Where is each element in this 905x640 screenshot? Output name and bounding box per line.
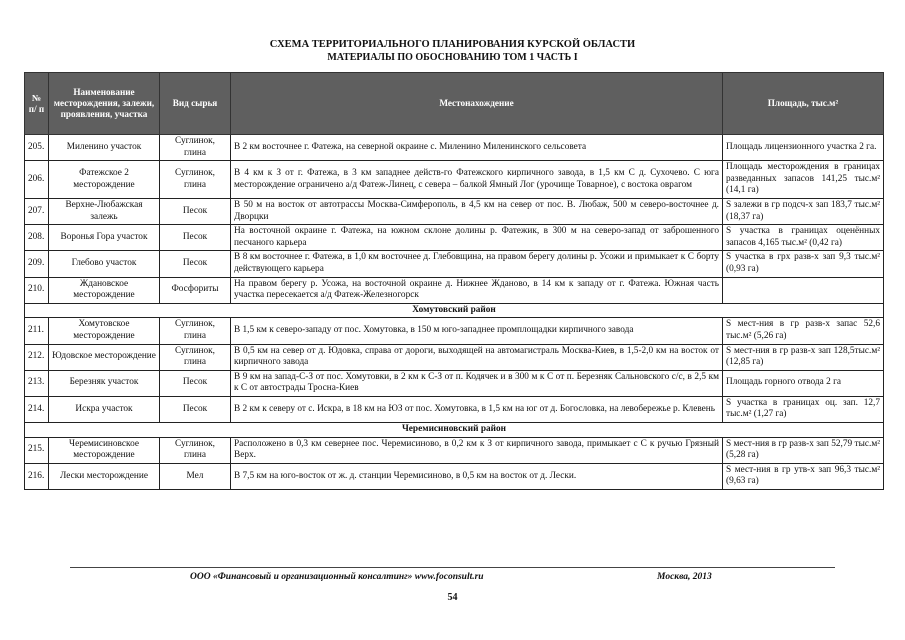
cell-name: Фатежское 2 месторождение — [49, 161, 160, 199]
deposits-table — [24, 72, 884, 490]
cell-area: S мест-ния в гр утв-х зап 96,3 тыс.м² (9,63 га) — [723, 463, 884, 489]
cell-num: 213. — [25, 370, 49, 396]
table-row — [25, 251, 884, 277]
cell-num: 215. — [25, 437, 49, 463]
cell-num: 214. — [25, 396, 49, 422]
cell-area: S залежи в гр подсч-х зап 183,7 тыс.м² (18,37 га) — [723, 198, 884, 224]
cell-name: Воронья Гора участок — [49, 225, 160, 251]
section-row — [25, 303, 884, 318]
cell-num: 216. — [25, 463, 49, 489]
table-row — [25, 277, 884, 303]
cell-area: S участка в грх разв-х зап 9,3 тыс.м² (0,93 га) — [723, 251, 884, 277]
col-header-type: Вид сырья — [160, 73, 231, 135]
table-row — [25, 198, 884, 224]
cell-type: Суглинок, глина — [160, 161, 231, 199]
cell-type: Суглинок, глина — [160, 344, 231, 370]
cell-num: 206. — [25, 161, 49, 199]
cell-type: Песок — [160, 370, 231, 396]
cell-num: 205. — [25, 135, 49, 161]
cell-location: В 4 км к З от г. Фатежа, в 3 км западнее действ-го Фатежского кирпичного завода, в 1,5 км С д. Сухочево. С юга месторождение ограничено а/д Фатеж-Линец, с севера – балкой Ямный Лог (урочище Товарное), с востока оврагом — [231, 161, 723, 199]
cell-type: Песок — [160, 396, 231, 422]
footer-publisher: ООО «Финансовый и организационный консалтинг» www.foconsult.ru — [190, 572, 484, 582]
section-row — [25, 423, 884, 438]
cell-location: В 9 км на запад-С-З от пос. Хомутовки, в 2 км к С-З от п. Кодячек и в 300 м к С от п. Березняк Сальновского с/с, в 2,5 км к С от автострады Тросна-Киев — [231, 370, 723, 396]
section-title: Хомутовский район — [25, 303, 884, 318]
cell-type: Фосфориты — [160, 277, 231, 303]
cell-area: Площадь месторождения в границах разведанных запасов 141,25 тыс.м² (14,1 га) — [723, 161, 884, 199]
cell-num: 212. — [25, 344, 49, 370]
table-row — [25, 396, 884, 422]
cell-name: Хомутовское месторождение — [49, 318, 160, 344]
cell-type: Песок — [160, 225, 231, 251]
cell-name: Черемисиновское месторождение — [49, 437, 160, 463]
cell-location: В 1,5 км к северо-западу от пос. Хомутовка, в 150 м юго-западнее промплощадки кирпичного завода — [231, 318, 723, 344]
cell-name: Верхне-Любажская залежь — [49, 198, 160, 224]
cell-num: 208. — [25, 225, 49, 251]
cell-location: В 2 км к северу от с. Искра, в 18 км на ЮЗ от пос. Хомутовка, в 1,5 км на юг от д. Богословка, на левобережье р. Клевень — [231, 396, 723, 422]
cell-area: S участка в границах оц. зап. 12,7 тыс.м² (1,27 га) — [723, 396, 884, 422]
cell-area: S участка в границах оценённых запасов 4,165 тыс.м² (0,42 га) — [723, 225, 884, 251]
cell-area: S мест-ния в гр разв-х зап 52,79 тыс.м² (5,28 га) — [723, 437, 884, 463]
cell-area: S мест-ния в гр разв-х запас 52,6 тыс.м² (5,26 га) — [723, 318, 884, 344]
cell-type: Суглинок, глина — [160, 437, 231, 463]
cell-area: Площадь лицензионного участка 2 га. — [723, 135, 884, 161]
cell-name: Глебово участок — [49, 251, 160, 277]
table-header-row — [25, 73, 884, 135]
cell-location: В 50 м на восток от автотрассы Москва-Симферополь, в 4,5 км на север от пос. В. Любаж, 500 м северо-восточнее д. Дворцки — [231, 198, 723, 224]
table-row — [25, 344, 884, 370]
cell-type: Мел — [160, 463, 231, 489]
cell-name: Искра участок — [49, 396, 160, 422]
cell-location: В 7,5 км на юго-восток от ж. д. станции Черемисиново, в 0,5 км на восток от д. Лески. — [231, 463, 723, 489]
cell-location: В 2 км восточнее г. Фатежа, на северной окраине с. Миленино Миленинского сельсовета — [231, 135, 723, 161]
page-number: 54 — [447, 592, 458, 603]
cell-location: На правом берегу р. Усожа, на восточной окраине д. Нижнее Жданово, в 14 км к западу от г. Фатежа. Южная часть участка пересекается а/д Фатеж-Железногорск — [231, 277, 723, 303]
table-row — [25, 370, 884, 396]
col-header-name: Наименование месторождения, залежи, проявления, участка — [49, 73, 160, 135]
cell-name: Миленино участок — [49, 135, 160, 161]
table-row — [25, 437, 884, 463]
table-row — [25, 225, 884, 251]
document-header — [0, 38, 905, 64]
col-header-area: Площадь, тыс.м² — [723, 73, 884, 135]
footer-place-year: Москва, 2013 — [657, 572, 712, 582]
cell-type: Песок — [160, 198, 231, 224]
cell-name: Юдовское месторождение — [49, 344, 160, 370]
cell-num: 209. — [25, 251, 49, 277]
cell-num: 211. — [25, 318, 49, 344]
cell-area: S мест-ния в гр разв-х зап 128,5тыс.м² (12,85 га) — [723, 344, 884, 370]
cell-location: Расположено в 0,3 км севернее пос. Черемисиново, в 0,2 км к З от кирпичного завода, примыкает с С к ручью Грязный Верх. — [231, 437, 723, 463]
cell-name: Ждановское месторождение — [49, 277, 160, 303]
footer-divider — [70, 567, 835, 568]
cell-name: Лески месторождение — [49, 463, 160, 489]
cell-area: Площадь горного отвода 2 га — [723, 370, 884, 396]
cell-type: Суглинок, глина — [160, 135, 231, 161]
table-row — [25, 135, 884, 161]
header-title: СХЕМА ТЕРРИТОРИАЛЬНОГО ПЛАНИРОВАНИЯ КУРСКОЙ ОБЛАСТИ — [269, 39, 636, 50]
section-title: Черемисиновский район — [25, 423, 884, 438]
cell-location: В 8 км восточнее г. Фатежа, в 1,0 км восточнее д. Глебовщина, на правом берегу долины р. Усожи и примыкает к С борту действующего карьера — [231, 251, 723, 277]
cell-location: На восточной окраине г. Фатежа, на южном склоне долины р. Фатежик, в 300 м на северо-запад от заброшенного песчаного карьера — [231, 225, 723, 251]
cell-area — [723, 277, 884, 303]
table-row — [25, 463, 884, 489]
cell-location: В 0,5 км на север от д. Юдовка, справа от дороги, выходящей на автомагистраль Москва-Киев, в 1,5-2,0 км на восток от кирпичного завода — [231, 344, 723, 370]
header-subtitle: МАТЕРИАЛЫ ПО ОБОСНОВАНИЮ ТОМ 1 ЧАСТЬ I — [327, 52, 578, 63]
col-header-location: Местонахождение — [231, 73, 723, 135]
cell-name: Березняк участок — [49, 370, 160, 396]
cell-num: 207. — [25, 198, 49, 224]
table-row — [25, 318, 884, 344]
col-header-num: № п/ п — [25, 73, 49, 135]
cell-type: Песок — [160, 251, 231, 277]
table-row — [25, 161, 884, 199]
cell-type: Суглинок, глина — [160, 318, 231, 344]
cell-num: 210. — [25, 277, 49, 303]
